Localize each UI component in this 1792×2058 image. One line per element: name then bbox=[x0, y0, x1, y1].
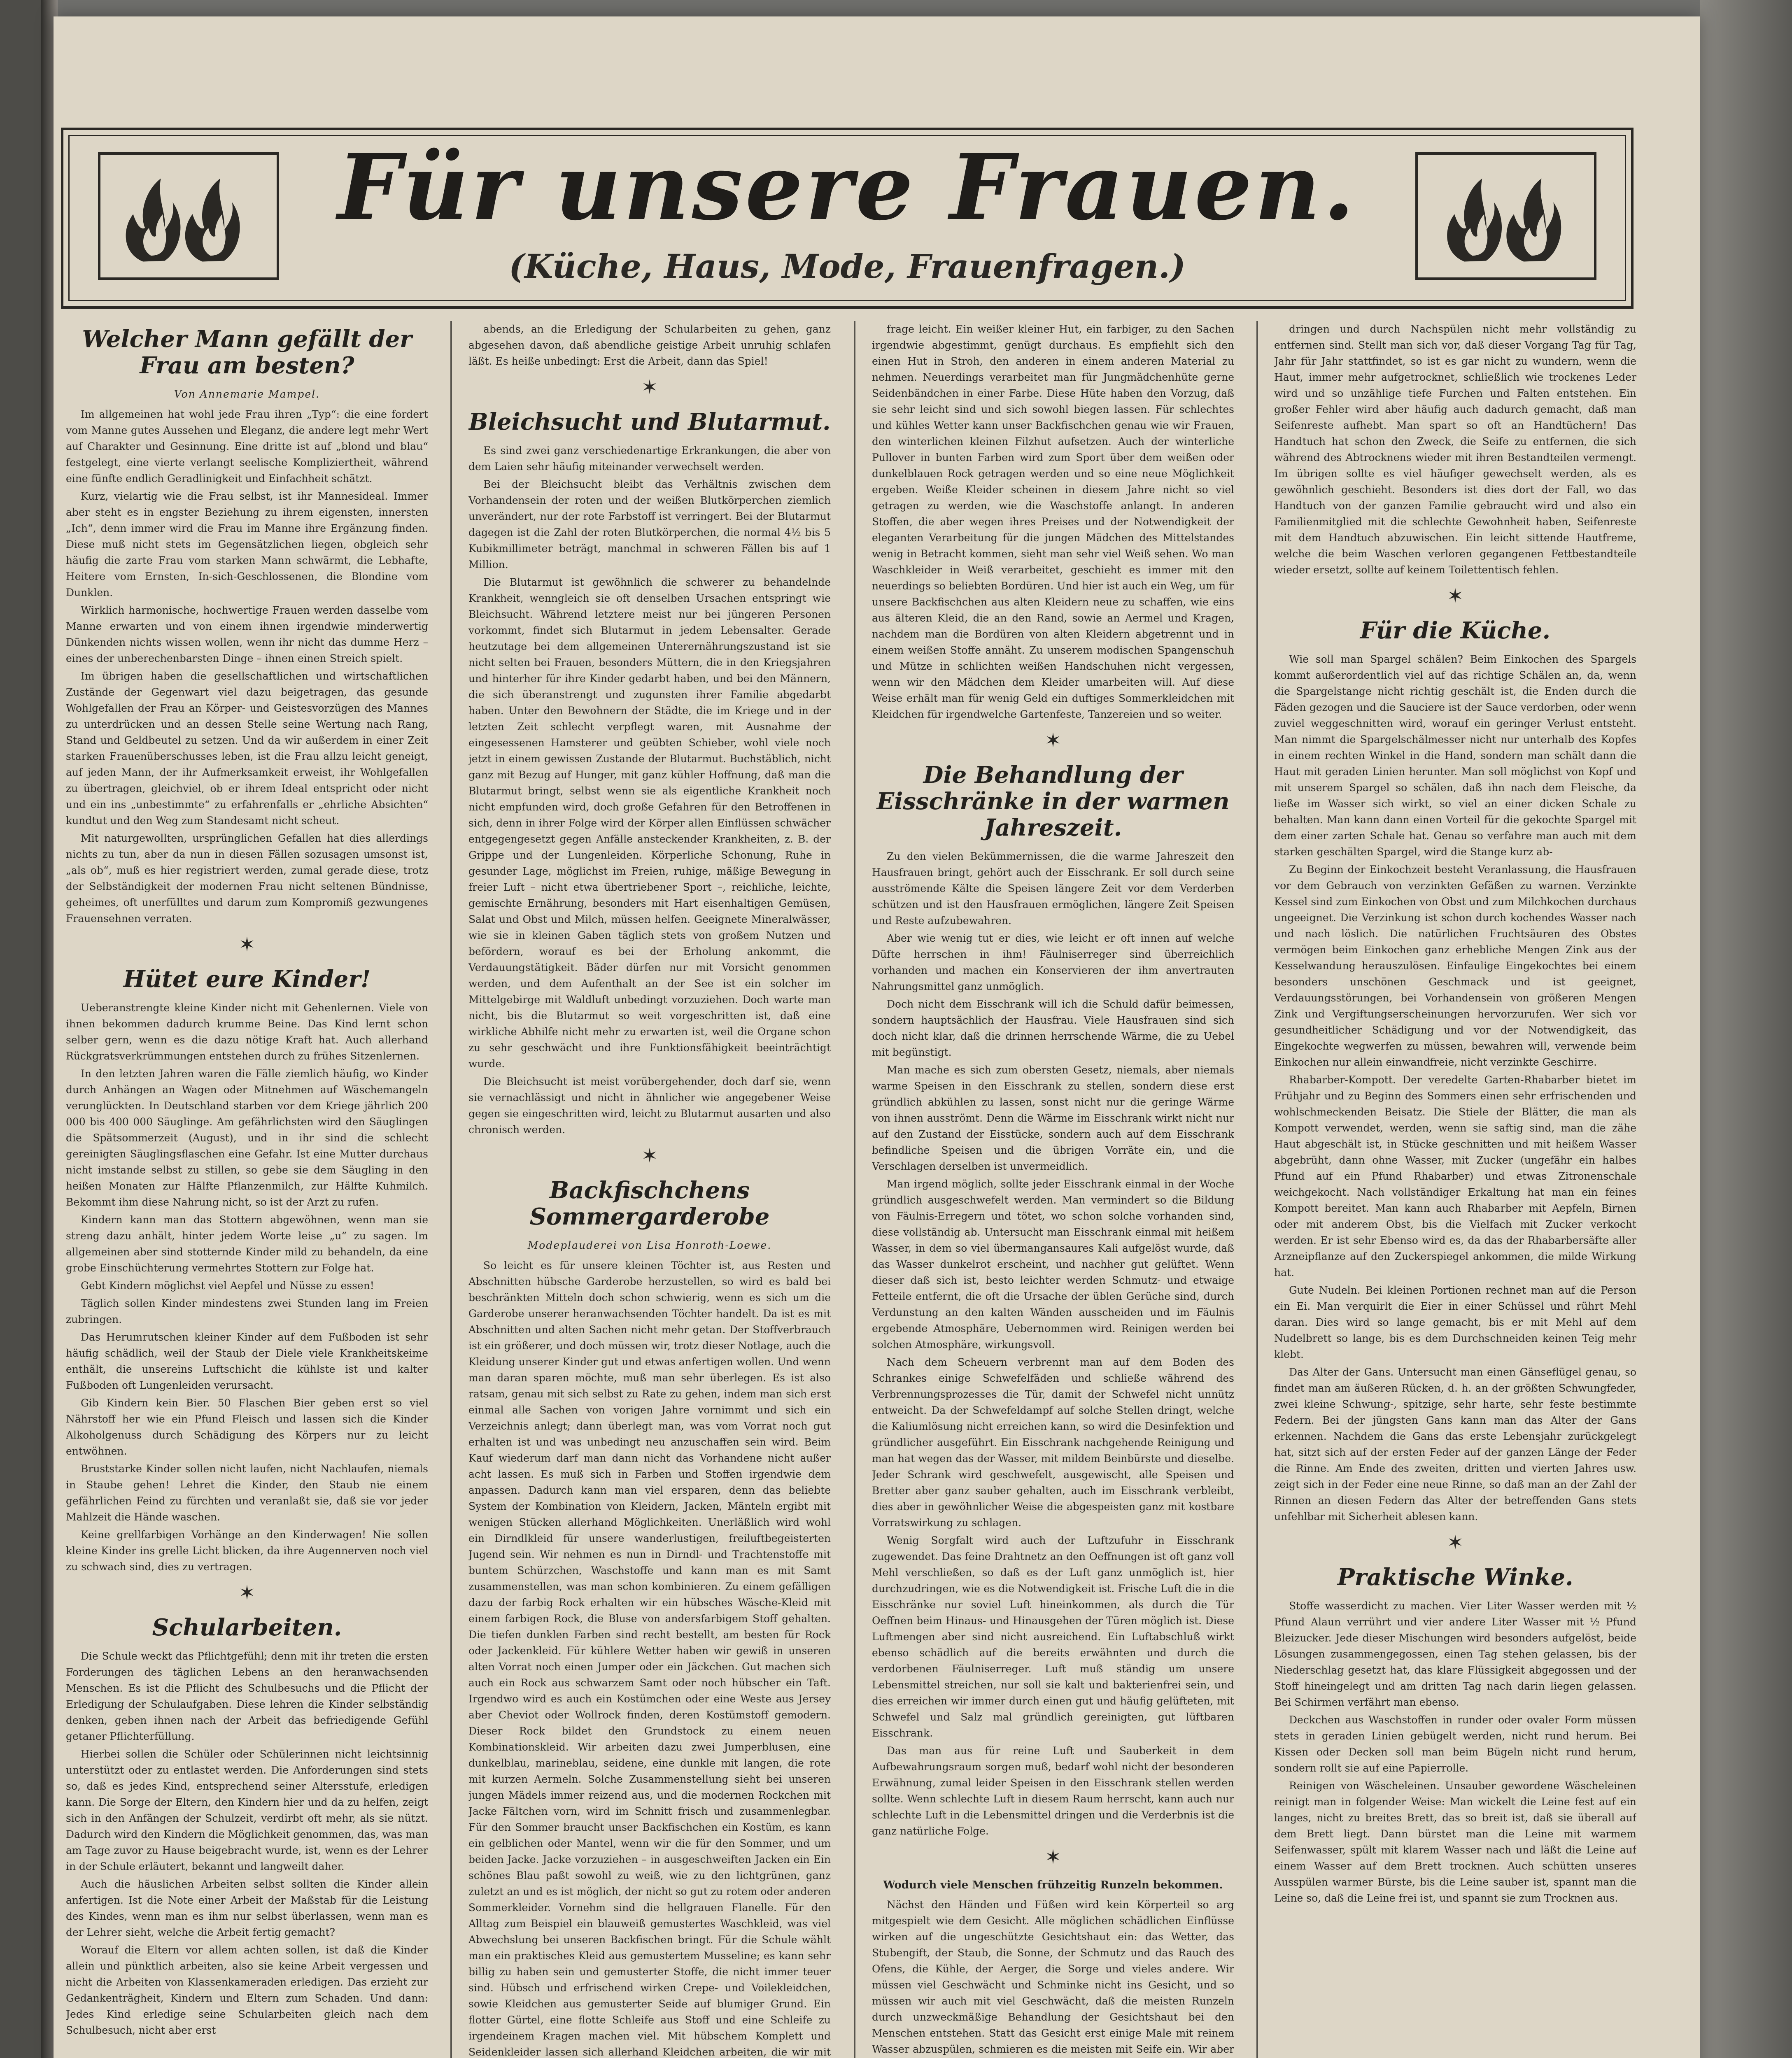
paragraph: Gute Nudeln. Bei kleinen Portionen rechnet man auf die Person ein Ei. Man verquirlt die Eier in einer Schüssel und rührt Mehl daran. Dies wird so lange gemacht, bis er mit Mehl auf dem Nudelbrett so lange, bis es dem Durchschneiden keinen Teig mehr klebt. bbox=[1274, 1284, 1636, 1360]
masthead bbox=[61, 128, 1634, 309]
article-byline: Von Annemarie Mampel. bbox=[174, 388, 320, 400]
flame-ornament-right bbox=[1415, 152, 1596, 280]
article-headline: Welcher Mann gefällt der Frau am besten? bbox=[82, 326, 412, 379]
paragraph: Rhabarber-Kompott. Der veredelte Garten-Rhabarber bietet im Frühjahr und zu Beginn des Sommers einen sehr erfrischenden und wohlschmeckenden Beisatz. Die Stiele der Blätter, die man als Kompott verwendet, werden, wenn sie saftig sind, man die zähe Haut abgeschält ist, in Stücke geschnitten und mit heißem Wasser abgebrüht, dann ohne Wasser, mit Zucker (ungefähr ein halbes Pfund auf ein Pfund Rhabarber) und etwas Zitronenschale weichgekocht. Nach vollständiger Erkaltung hat man ein feines Kompott bereitet. Man kann auch Rhabarber mit Aepfeln, Birnen oder mit anderem Obst, bis die Vielfach mit Zucker verkocht werden. Er ist sehr Ebenso wird es, da das der Rhabarbersäfte aller Arzneipflanze auf den Zuckerspiegel ankommen, die milde Wirkung hat. bbox=[1274, 1074, 1636, 1278]
paragraph: Das Alter der Gans. Untersucht man einen Gänseflügel genau, so findet man am äußeren Rücken, d. h. an der größten Schwungfeder, zwei kleine Schwung-, spitzige, sehr harte, sehr feste bestimmte Federn. Bei der jüngsten Gans kann man das Alter der Gans erkennen. Nachdem die Gans das erste Lebensjahr zurückgelegt hat, sitzt sich auf der ersten Feder auf der ganzen Länge der Feder die Rinne. Am Ende des zweiten, dritten und vierten Jahres usw. zeigt sich in der Feder eine neue Rinne, so daß man an der Zahl der Rinnen an diesen Federn das Alter der betreffenden Gans stets unfehlbar mit Sicherheit ablesen kann. bbox=[1274, 1366, 1636, 1523]
paragraph: In den letzten Jahren waren die Fälle ziemlich häufig, wo Kinder durch Anhängen an Wagen oder Mitnehmen auf Wäschemangeln verunglückten. In Deutschland starben vor dem Kriege jährlich 200 000 bis 400 000 Säuglinge. Am gefährlichsten wird den Säuglingen die Spätsommerzeit (August), und in ihr sind die schlecht gereinigten Säuglingsflaschen eine Gefahr. Ist eine Mutter durchaus nicht imstande selbst zu stillen, so gebe sie dem Säugling in den heißen Monaten zur Hälfte Pflanzenmilch, zur Hälfte Kuhmilch. Bekommt ihm diese Nahrung nicht, so ist der Arzt zu rufen. bbox=[66, 1068, 428, 1208]
paragraph: Im übrigen haben die gesellschaftlichen und wirtschaftlichen Zustände der Gegenwart viel dazu beigetragen, das gesunde Wohlgefallen der Frau an Körper- und Geistesvorzügen des Mannes zu unterdrücken und an dessen Stelle seine Wertung nach Rang, Stand und Geldbeutel zu setzen. Und da wir außerdem in einer Zeit starken Frauenüberschusses leben, ist die Frau allzu leicht geneigt, auf jeden Mann, der ihr Aufmerksamkeit erweist, ihr Wohlgefallen zu übertragen, gleichviel, ob er ihrem Ideal entspricht oder nicht und ein ins „unbestimmte“ zu erfahrenfalls er „ehrliche Absichten“ kundtut und den Weg zum Standesamt nicht scheut. bbox=[66, 670, 428, 826]
paragraph: Reinigen von Wäscheleinen. Unsauber gewordene Wäscheleinen reinigt man in folgender Weise: Man wickelt die Leine fest auf ein langes, nicht zu breites Brett, das so breit ist, daß sie überall auf dem Brett liegt. Dann bürstet man die Leine mit warmem Seifenwasser, spült mit klarem Wasser nach und läßt die Leine auf einem Wasser auf dem Brett trocknen. Auch schütten unseres Ausspülen warmer Bürste, bis die Leine sauber ist, spannt man die Leine so, daß die Leine frei ist, und spannt sie zum Trocknen aus. bbox=[1274, 1780, 1636, 1904]
page-title: Für unsere Frauen. bbox=[337, 134, 1357, 240]
paragraph: Mit naturgewollten, ursprünglichen Gefallen hat dies allerdings nichts zu tun, aber da nun in diesen Fällen sozusagen umsonst ist, „als ob“, muß es hier registriert werden, zumal gerade diese, trotz der Selbständigkeit der modernen Frau nicht seltenen Bündnisse, geheimes, oft unerfülltes und darum zum Kompromiß gezwungenes Frauensehnen verraten. bbox=[66, 832, 428, 924]
article-headline: Hütet eure Kinder! bbox=[123, 966, 371, 993]
column-rule bbox=[854, 321, 855, 2058]
paragraph: Aber wie wenig tut er dies, wie leicht er oft innen auf welche Düfte herrschen in ihm! Fäulniserreger sind überreichlich vorhanden und machen ein Konservieren der ihm anvertrauten Nahrungsmittel ganz unmöglich. bbox=[872, 932, 1234, 992]
article-headline: Schularbeiten. bbox=[152, 1614, 342, 1641]
paragraph: Auch die häuslichen Arbeiten selbst sollten die Kinder allein anfertigen. Ist die Note einer Arbeit der Maßstab für die Leistung des Kindes, wenn man es ihm nur selbst überlassen, wenn man es der Lehrer sieht, welche die Arbeit fertig gemacht? bbox=[66, 1878, 428, 1938]
paragraph: Keine grellfarbigen Vorhänge an den Kinderwagen! Nie sollen kleine Kinder ins grelle Licht blicken, da ihre Augennerven noch viel zu schwach sind, dies zu vertragen. bbox=[66, 1529, 428, 1573]
paragraph: Die Bleichsucht ist meist vorübergehender, doch darf sie, wenn sie vernachlässigt und nicht in ähnlicher wie angegebener Weise gegen sie eingeschritten wird, leicht zu Blutarmut ausarten und also chronisch werden. bbox=[468, 1076, 831, 1136]
article-byline: Modeplauderei von Lisa Honroth-Loewe. bbox=[527, 1239, 772, 1251]
article-headline: Backfischchens Sommergarderobe bbox=[529, 1177, 770, 1230]
column-rule bbox=[1256, 321, 1258, 2058]
paragraph: Hierbei sollen die Schüler oder Schülerinnen nicht leichtsinnig unterstützt oder zu entlastet werden. Die Anforderungen sind stets so, daß es jedes Kind, entsprechend seiner Altersstufe, erledigen kann. Die Sorge der Eltern, den Kindern hier und da zu helfen, zeigt sich in den Anfängen der Schulzeit, verdirbt oft mehr, als sie nützt. Dadurch wird den Kindern die Möglichkeit genommen, das, was man am Tage zuvor zu Hause beigebracht wurde, ist, wenn es der Lehrer in der Schule erläutert, bekannt und langweilt daher. bbox=[66, 1748, 428, 1872]
paragraph: Die Blutarmut ist gewöhnlich die schwerer zu behandelnde Krankheit, wenngleich sie oft denselben Ursachen entspringt wie Bleichsucht. Während letztere meist nur bei jüngeren Personen vorkommt, findet sich Blutarmut in jedem Lebensalter. Gerade heutzutage bei dem allgemeinen Unterernährungszustand ist sie nicht selten bei Frauen, besonders Müttern, die in den Kriegsjahren und hinterher für ihre Kinder gedarbt haben, und bei den Männern, die sich überanstrengt und zugunsten ihrer Familie abgedarbt haben. Unter den Bewohnern der Städte, die im Kriege und in der letzten Zeit schlecht verpflegt waren, mit Ausnahme der eingesessenen Hamsterer und geübten Schieber, wohl viele noch jetzt in einem gewissen Zustande der Blutarmut. Buchstäblich, nicht ganz mit Bezug auf Hunger, mit ganz kühler Hoffnung, daß man die Blutarmut bringt, selbst wenn sie als eigentliche Krankheit noch nicht empfunden wird, doch große Gefahren für den Betroffenen in sich, denn in ihrer Folge wird der Körper allen Einflüssen schwächer entgegengesetzt gegen Anfälle ansteckender Krankheiten, z. B. der Grippe und der Lungenleiden. Körperliche Schonung, Ruhe in gesunder Lage, möglichst im Freien, ruhige, mäßige Bewegung in freier Luft – nicht etwa übertriebener Sport –, reichliche, leichte, gemischte Ernährung, besonders mit Hart eisenhaltigen Gemüsen, Salat und Obst und Milch, müssen helfen. Geeignete Mineralwässer, wie sie in kleinen Gaben täglich stets von großem Nutzen und befördern, worauf es bei der Erholung ankommt, die Verdauungstätigkeit. Bäder dürfen nur mit Vorsicht genommen werden, und dem Aufenthalt an der See ist ein solcher im Mittelgebirge mit Waldluft unbedingt vorzuziehen. Doch warte man nicht, bis die Blutarmut so weit vorgeschritten ist, daß eine wirkliche Abhilfe nicht mehr zu erwarten ist, weil die Organe schon zu sehr geschwächt und ihre Funktionsfähigkeit beeinträchtigt wurde. bbox=[468, 576, 831, 1070]
paragraph: Deckchen aus Waschstoffen in runder oder ovaler Form müssen stets in geraden Linien gebügelt werden, nicht rund herum. Bei Kissen oder Decken soll man beim Bügeln nicht rund herum, sondern rollt sie auf eine Papierrolle. bbox=[1274, 1714, 1636, 1774]
paragraph: Zu den vielen Bekümmernissen, die die warme Jahreszeit den Hausfrauen bringt, gehört auch der Eisschrank. Er soll durch seine ausströmende Kälte die Speisen längere Zeit vor dem Verderben schützen und ist den Hausfrauen ermöglichen, längere Zeit Speisen und Reste aufzubewahren. bbox=[872, 850, 1234, 927]
paragraph: Es sind zwei ganz verschiedenartige Erkrankungen, die aber von dem Laien sehr häufig miteinander verwechselt werden. bbox=[468, 445, 831, 473]
article-headline: Praktische Winke. bbox=[1337, 1564, 1573, 1591]
paragraph: frage leicht. Ein weißer kleiner Hut, ein farbiger, zu den Sachen irgendwie abgestimmt, genügt durchaus. Es empfiehlt sich den einen Hut in Stroh, den anderen in einem anderen Material zu nehmen. Neuerdings verarbeitet man für Jungmädchenhüte gerne Seidenbändchen in einer Farbe. Diese Hüte haben den Vorzug, daß sie sehr leicht sind und sich sowohl biegen lassen. Für schlechtes und kühles Wetter kann unser Backfischchen genau wie wir Frauen, den winterlichen kleinen Filzhut aufsetzen. Auch der winterliche Pullover in bunten Farben wird zum Sport über dem weißen oder dunkelblauen Rock getragen werden und so eine neue Möglichkeit ergeben. Weiße Kleider scheinen in diesem Jahre nicht so viel getragen zu werden, wie die Waschstoffe anlangt. In anderen Stoffen, die aber wegen ihres Preises und der Notwendigkeit der eleganten Verarbeitung für die jungen Mädchen des Mittelstandes wenig in Betracht kommen, sieht man sehr viel Weiß sehen. Wo man Waschkleider in Weiß verarbeitet, geschieht es immer mit den neuerdings so beliebten Bordüren. Und hier ist auch ein Weg, um für unsere Backfischchen aus alten Kleidern neue zu schaffen, wie eins aus älteren Kleid, die an den Rand, sowie an Aermel und Kragen, nachdem man die Bordüren von alten Kleidern abgetrennt und in einem weißen Stoffe annäht. Zu unserem modischen Spangenschuh und Mütze in schlichten weißen Handschuhen nicht vergessen, wenn wir den Mädchen dem Kleider umarbeiten will. Auf diese Weise erhält man für wenig Geld ein duftiges Sommerkleidchen mit Kleidchen für irgendwelche Gartenfeste, Tanzereien und so weiter. bbox=[872, 323, 1234, 720]
column-4 bbox=[1274, 321, 1636, 2058]
column-1 bbox=[66, 321, 428, 2058]
paragraph: Kurz, vielartig wie die Frau selbst, ist ihr Mannesideal. Immer aber steht es in engster Beziehung zu ihrem eigensten, innersten „Ich“, denn immer wird die Frau im Manne ihre Ergänzung finden. Diese muß nicht stets im Gegensätzlichen liegen, obgleich sehr häufig die zarte Frau vom starken Mann schwärmt, die Lebhafte, Heitere vom Ernsten, In-sich-Geschlossenen, die Blondine vom Dunklen. bbox=[66, 490, 428, 598]
star-divider-icon: ✶ bbox=[1447, 584, 1464, 608]
paragraph: Nach dem Scheuern verbrennt man auf dem Boden des Schrankes einige Schwefelfäden und schließe während des Verbrennungsprozesses die Tür, damit der Schwefel nicht unnütz entweicht. Da der Schwefeldampf auf solche Stellen dringt, welche die Kaliumlösung nicht erreichen kann, so wird die Desinfektion und gründlicher ausgeführt. Ein Eisschrank nachgehende Reinigung und man hat wegen das der Wasser, mit mildem Beinbürste und dieselbe. Jeder Schrank wird geschwefelt, ausgewischt, alle Speisen und Bretter aber ganz sauber gehalten, auch im Eisschrank verbleibt, dies aber in gewöhnlicher Weise die abgespeisten ganz mit kostbare Vorratswirkung zu schlagen. bbox=[872, 1356, 1234, 1529]
paragraph: Gib Kindern kein Bier. 50 Flaschen Bier geben erst so viel Nährstoff her wie ein Pfund Fleisch und lassen sich die Kinder Alkoholgenuss durch Schädigung des Körpers nur zu leicht entwöhnen. bbox=[66, 1397, 428, 1457]
column-3 bbox=[872, 321, 1234, 2058]
star-divider-icon: ✶ bbox=[641, 1144, 658, 1167]
article-headline: Wodurch viele Menschen frühzeitig Runzeln bekommen. bbox=[883, 1879, 1223, 1891]
column-rule bbox=[450, 321, 452, 2058]
paragraph: Bei der Bleichsucht bleibt das Verhältnis zwischen dem Vorhandensein der roten und der weißen Blutkörperchen ziemlich unverändert, nur der rote Farbstoff ist verringert. Bei der Blutarmut dagegen ist die Zahl der roten Blutkörperchen, die normal 4½ bis 5 Kubikmillimeter beträgt, manchmal in schweren Fällen bis auf 1 Million. bbox=[468, 478, 831, 570]
paragraph: Man mache es sich zum obersten Gesetz, niemals, aber niemals warme Speisen in den Eisschrank zu stellen, sondern diese erst gründlich abkühlen zu lassen, sonst nicht nur die geringe Wärme von ihnen ausströmt. Denn die Wärme im Eisschrank wirkt nicht nur auf den Zustand der Eisstücke, sondern auch auf dem Eisschrank befindliche Speisen und die übrigen Vorräte ein, und die Verschlagen derselben ist unvermeidlich. bbox=[872, 1064, 1234, 1172]
paragraph: Worauf die Eltern vor allem achten sollen, ist daß die Kinder allein und pünktlich arbeiten, also sie keine Arbeit vergessen und nicht die Arbeiten von Klassenkameraden erledigen. Das erzieht zur Gedankenträgheit, Kindern und Eltern zum Schaden. Und dann: Jedes Kind erledige seine Schularbeiten gleich nach dem Schulbesuch, nicht aber erst bbox=[66, 1944, 428, 2036]
right-margin-shadow bbox=[1700, 0, 1792, 2058]
paragraph: Man irgend möglich, sollte jeder Eisschrank einmal in der Woche gründlich ausgeschwefelt werden. Man vermindert so die Bildung von Fäulnis-Erregern und tötet, wo schon solche vorhanden sind, diese vollständig ab. Untersucht man Eisschrank einmal mit heißem Wasser, in dem so viel übermangansaures Kali aufgelöst wurde, daß das Wasser dunkelrot erscheint, und nachher gut gelüftet. Wenn dieser daß sich ist, besto leichter werden Schmutz- und etwaige Fetteile entfernt, die oft die Ursache der üblen Gerüche sind, durch Verdunstung an den kalten Wänden ausscheiden und im Fäulnis ergebende Atmosphäre, Uebernommen wird. Reinigen werden bei solchen Atmosphäre, wirkungsvoll. bbox=[872, 1178, 1234, 1350]
flame-ornament-left bbox=[98, 152, 279, 280]
paragraph: Das Herumrutschen kleiner Kinder auf dem Fußboden ist sehr häufig schädlich, weil der Staub der Diele viele Krankheitskeime enthält, die unsereins Luftschicht die kühlste ist und kalter Fußboden oft Lungenleiden verursacht. bbox=[66, 1331, 428, 1391]
paragraph: Die Schule weckt das Pflichtgefühl; denn mit ihr treten die ersten Forderungen des täglichen Lebens an den heranwachsenden Menschen. Es ist die Pflicht des Schulbesuchs und die Pflicht der Erledigung der Schulaufgaben. Diese lehren die Kinder selbständig denken, geben ihnen nach der Arbeit das befriedigende Gefühl getaner Pflichterfüllung. bbox=[66, 1650, 428, 1742]
paragraph: dringen und durch Nachspülen nicht mehr vollständig zu entfernen sind. Stellt man sich vor, daß dieser Vorgang Tag für Tag, Jahr für Jahr stattfindet, so ist es gar nicht zu wundern, wenn die Haut, immer mehr aufgetrocknet, schließlich wie trockenes Leder wird und so unzählige tiefe Furchen und Falten entstehen. Ein großer Fehler wird aber häufig auch dadurch gemacht, daß man Seifenreste aufhebt. Man spart so oft an Handtüchern! Das Handtuch hat schon den Zweck, die Seife zu entfernen, die sich während des Abtrocknens wieder mit ihren Bestandteilen vermengt. Im übrigen sollte es viel häufiger gewechselt werden, als es gewöhnlich geschieht. Besonders ist dies dort der Fall, wo das Handtuch von der ganzen Familie gebraucht wird und also ein Familienmitglied mit die schlechte Gewohnheit haben, Seifenreste mit dem Handtuch abzuwischen. Ein leicht sittende Hautfreme, welche die beim Waschen verloren gegangenen Fettbestandteile wieder ersetzt, sollte auf keinem Toilettentisch fehlen. bbox=[1274, 323, 1636, 576]
paragraph: Im allgemeinen hat wohl jede Frau ihren „Typ“: die eine fordert vom Manne gutes Aussehen und Eleganz, die andere legt mehr Wert auf Charakter und Gesinnung. Eine dritte ist auf „blond und blau“ festgelegt, eine vierte verlangt seelische Kompliziertheit, während eine fünfte endlich Geradlinigkeit und Einfachheit schätzt. bbox=[66, 408, 428, 484]
column-2 bbox=[468, 321, 831, 2058]
star-divider-icon: ✶ bbox=[238, 1581, 256, 1604]
page-subtitle: (Küche, Haus, Mode, Frauenfragen.) bbox=[509, 247, 1186, 286]
paragraph: Wie soll man Spargel schälen? Beim Einkochen des Spargels kommt außerordentlich viel auf das richtige Schälen an, da, wenn die Spargelstange nicht richtig geschält ist, die Enden durch die Fäden gezogen und die Sauciere ist der Sauce verdorben, oder wenn zuviel weggeschnitten wird, worauf ein geringer Verlust entsteht. Man nimmt die Spargelschälmesser nicht nur unterhalb des Kopfes in einem rechten Winkel in die Hand, sondern man schält dann die Haut mit geraden Linien herunter. Man soll möglichst von Kopf und mit unserem Spargel so schälen, daß ihn nach dem Fleische, da ließe im Wasser sich wirkt, so viel an einer dicken Schale zu behalten. Man kann dann einen Vorteil für die gekochte Spargel mit dem einer zarten Schale hat. Genau so verfahre man auch mit dem starken geschälten Spargel, wird die Stange kurz ab- bbox=[1274, 653, 1636, 858]
paragraph: Wenig Sorgfalt wird auch der Luftzufuhr in Eisschrank zugewendet. Das feine Drahtnetz an den Oeffnungen ist oft ganz voll Mehl verschließen, so daß es der Luft ganz unmöglich ist, hier durchzudringen, wie es die Notwendigkeit ist. Frische Luft die in die Eisschränke nur soviel Luft hineinkommen, als durch die Tür Oeffnen beim Hinaus- und Hinausgehen der Türen möglich ist. Diese Luftmengen aber sind nicht ausreichend. Ein Luftabschluß wirkt ebenso schädlich auf die bereits erwähnten und durch die verdorbenen Fäulniserreger. Luft muß ständig um unsere Lebensmittel streichen, nur soll sie kalt und bakterienfrei sein, und dies erreichen wir immer durch einen gut und häufig gelüfteten, mit Schwefel und Salz mal gründlich gereinigten, gut lüftbaren Eisschrank. bbox=[872, 1534, 1234, 1739]
paragraph: Zu Beginn der Einkochzeit besteht Veranlassung, die Hausfrauen vor dem Gebrauch von verzinkten Gefäßen zu warnen. Verzinkte Kessel sind zum Einkochen von Obst und zum Milchkochen durchaus ungeeignet. Die Verzinkung ist schon durch kochendes Wasser nach und nach löslich. Die natürlichen Fruchtsäuren des Obstes vermögen beim Einkochen ganz erhebliche Mengen Zink aus der Kesselwandung herauszulösen. Einfaulige Eingekochtes bei einem besonders unschönen Geschmack und ist geeignet, Verdauungsstörungen, bei Vorhandensein von größeren Mengen Zink und Vergiftungserscheinungen hervorzurufen. Wer sich vor gesundheitlicher Schädigung und vor der Notwendigkeit, das Eingekochte wegwerfen zu müssen, bewahren will, verwende beim Einkochen nur allein einwandfreie, nicht verzinkte Geschirre. bbox=[1274, 864, 1636, 1068]
paragraph: Nächst den Händen und Füßen wird kein Körperteil so arg mitgespielt wie dem Gesicht. Alle möglichen schädlichen Einflüsse wirken auf die ungeschützte Gesichtshaut ein: das Wetter, das Stubengift, der Staub, die Sonne, der Schmutz und das Rauch des Ofens, die Kühle, der Aerger, die Sorge und vieles andere. Wir müssen viel Geschwächt und Schminke nicht ins Gesicht, und so müssen wir auch mit viel Geschwächt, daß die meisten Runzeln durch unzweckmäßige Behandlung der Gesichtshaut bei den Menschen entstehen. Statt das Gesicht erst einige Male mit reinem Wasser abzuspülen, schmieren es die meisten mit Seife ein. Wir aber bbox=[872, 1899, 1234, 2055]
flame-icon bbox=[1418, 155, 1594, 277]
article-headline: Für die Küche. bbox=[1360, 617, 1551, 644]
paragraph: Das man aus für reine Luft und Sauberkeit in dem Aufbewahrungsraum sorgen muß, bedarf wohl nicht der besonderen Erwähnung, zumal leider Speisen in den Eisschrank stellen werden sollte. Wenn schlechte Luft in diesem Raum herrscht, kann auch nur schlechte Luft in die Lebensmittel dringen und die Verderbnis ist die ganz natürliche Folge. bbox=[872, 1745, 1234, 1837]
star-divider-icon: ✶ bbox=[238, 933, 256, 956]
star-divider-icon: ✶ bbox=[641, 376, 658, 399]
flame-icon bbox=[100, 155, 277, 277]
paragraph: Ueberanstrengte kleine Kinder nicht mit Gehenlernen. Viele von ihnen bekommen dadurch krumme Beine. Das Kind lernt schon selber gern, wenn es die dazu nötige Kraft hat. Auch allerhand Rückgratsverkrümmungen entstehen durch zu frühes Sitzenlernen. bbox=[66, 1002, 428, 1062]
paragraph: Gebt Kindern möglichst viel Aepfel und Nüsse zu essen! bbox=[81, 1280, 374, 1292]
paragraph: Täglich sollen Kinder mindestens zwei Stunden lang im Freien zubringen. bbox=[66, 1297, 428, 1325]
star-divider-icon: ✶ bbox=[1447, 1531, 1464, 1554]
paragraph: Doch nicht dem Eisschrank will ich die Schuld dafür beimessen, sondern hauptsächlich der Hausfrau. Viele Hausfrauen sind sich doch nicht klar, daß die drinnen herrschende Wärme, die zu Uebel mit begünstigt. bbox=[872, 998, 1234, 1058]
paragraph: Wirklich harmonische, hochwertige Frauen werden dasselbe vom Manne erwarten und von einem ihnen irgendwie minderwertig Dünkenden nichts wissen wollen, wenn ihr nicht das dumme Herz – eines der unberechenbarsten Dinge – ihnen einen Streich spielt. bbox=[66, 604, 428, 664]
article-headline: Bleichsucht und Blutarmut. bbox=[468, 408, 831, 435]
paragraph: Kindern kann man das Stottern abgewöhnen, wenn man sie streng dazu anhält, hinter jedem Worte leise „u“ zu sagen. Im allgemeinen aber sind stotternde Kinder mild zu behandeln, da eine grobe Einschüchterung vermehrtes Stottern zur Folge hat. bbox=[66, 1214, 428, 1274]
paragraph: Bruststarke Kinder sollen nicht laufen, nicht Nachlaufen, niemals in Staube gehen! Lehret die Kinder, den Staub nie einem gefährlichen Feind zu fürchten und veranlaßt sie, daß sie vor jeder Mahlzeit die Hände waschen. bbox=[66, 1463, 428, 1523]
star-divider-icon: ✶ bbox=[1044, 729, 1062, 752]
paragraph: abends, an die Erledigung der Schularbeiten zu gehen, ganz abgesehen davon, daß abendliche geistige Arbeit unruhig schlafen läßt. Es heiße unbedingt: Erst die Arbeit, dann das Spiel! bbox=[468, 323, 831, 367]
paragraph: Stoffe wasserdicht zu machen. Vier Liter Wasser werden mit ½ Pfund Alaun verrührt und vier andere Liter Wasser mit ½ Pfund Bleizucker. Jede dieser Mischungen wird besonders aufgelöst, beide Lösungen zusammengegossen, einen Tag stehen gelassen, bis der Niederschlag gesetzt hat, das klare Flüssigkeit abgegossen und der Stoff hineingelegt und am dritten Tag nach darin liegen gelassen. Bei Schirmen verfährt man ebenso. bbox=[1274, 1600, 1636, 1708]
article-headline: Die Behandlung der Eisschränke in der warmen Jahreszeit. bbox=[876, 761, 1230, 841]
paragraph: So leicht es für unsere kleinen Töchter ist, aus Resten und Abschnitten hübsche Garderobe herzustellen, so wird es bald bei beschränkten Mitteln doch schon schwierig, wenn es sich um die Garderobe unserer heranwachsenden Töchter handelt. Da ist es mit Abschnitten und alten Sachen nicht mehr getan. Der Stoffverbrauch ist ein größerer, und doch müssen wir, trotz dieser Notlage, auch die Kleidung unserer Kinder gut und etwas anfertigen wollen. Und wenn man daran sparen möchte, muß man sehr überlegen. Es ist also ratsam, genau mit sich selbst zu Rate zu gehen, indem man sich erst einmal alle Sachen von vorigen Jahre vornimmt und sich ein Verzeichnis anlegt; dann überlegt man, was vom Vorrat noch gut erhalten ist und was unbedingt neu anzuschaffen sein wird. Beim Kauf wiederum darf man dann nicht das Vorhandene nicht außer acht lassen. Es muß sich in Farben und Stoffen irgendwie dem anpassen. Dadurch kann man viel ersparen, denn das beliebte System der Kombination von Kleidern, Jacken, Mänteln ergibt mit wenigen Stücken allerhand Möglichkeiten. Unerläßlich wird wohl ein Dirndlkleid für unsere wanderlustigen, freiluftbegeisterten Jugend sein. Wir nehmen es nun in Dirndl- und Trachtenstoffe mit buntem Schürzchen, Waschstoffe und kann man es mit Samt zusammenstellen, was man schon kombinieren. Zu einem gefälligen dazu der farbig Rock erhalten wir ein hübsches Wäsche-Kleid mit einem farbigen Rock, die Bluse von andersfarbigem Stoff gehalten. Die tiefen dunklen Farben sind recht bestellt, am besten für Rock oder Jackenkleid. Für kühlere Wetter haben wir gewiß in unseren alten Vorrat noch einen Jumper oder ein Jäckchen. Gut machen sich auch ein Rock aus schwarzem Samt oder noch hübscher ein Taft. Irgendwo wird es auch ein Kostümchen oder eine Weste aus Jersey aber Cheviot oder Wollrock finden, deren Kostümstoff gemodern. Dieser Rock bildet den Grundstock zu einem neuen Kombinationskleid. Wir arbeiten dazu zwei Jumperblusen, eine dunkelblau, marineblau, seidene, eine dunkle mit langen, die rote mit kurzen Aermeln. Solche Zusammenstellung sieht bei unseren jungen Mädels immer reizend aus, und die modernen Rockchen mit Jacke Fältchen vorn, wird im Schnitt frisch und zusammenlegbar. Für den Sommer braucht unser Backfischchen ein Kostüm, es kann ein gelblichen oder Mantel, wenn wir die für den Sommer, und um beiden Jacke. Jacke vorzuziehen – in ausgeschweiften Jacken ein Ein schönes Blau paßt sowohl zu weiß, wie zu den lichtgrünen, ganz zuletzt an und es ist möglich, der nicht so gut zu rotem oder anderen Sommerkleider. Vornehm sind die hellgrauen Flanelle. Für den Alltag zum Beispiel ein blauweiß gemustertes Waschkleid, was viel Abwechslung bei unseren Backfischen bringt. Für die Schule wählt man ein praktisches Kleid aus gemustertem Musseline; es kann sehr billig zu haben sein und gemusterter Stoffe, die nicht immer teuer sind. Hübsch und erfrischend wirken Crepe- und Voilekleidchen, sowie Kleidchen aus gemusterter Seide auf blumiger Grund. Ein flotter Gürtel, eine flotte Schleife aus Stoff und eine Schleife zu irgendeinem Kragen machen viel. Mit hübschem Komplett und Seidenkleider lassen sich allerhand Kleidchen arbeiten, die wir mit bbox=[468, 1259, 831, 2058]
star-divider-icon: ✶ bbox=[1044, 1846, 1062, 1869]
